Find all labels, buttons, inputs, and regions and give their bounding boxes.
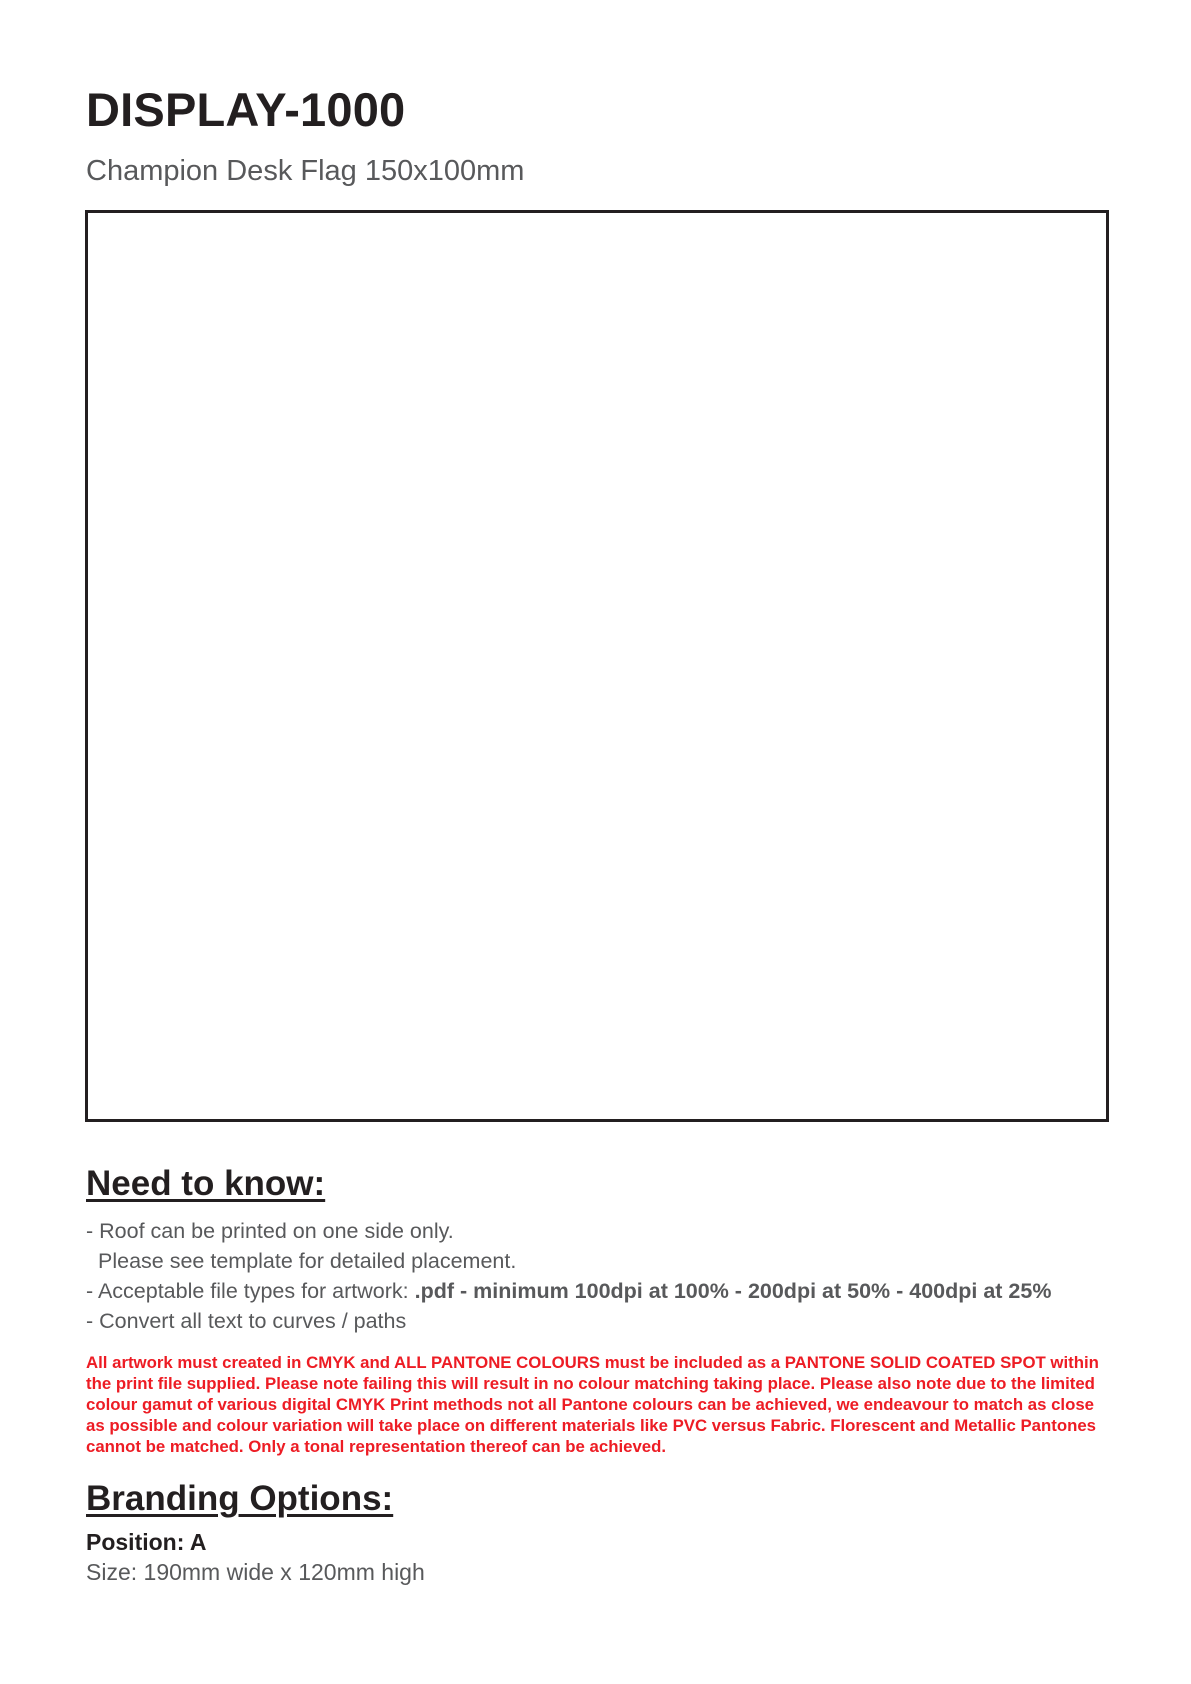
product-code: DISPLAY-1000 [86,83,406,136]
note-file-types [86,1276,1051,1306]
branding-size: Size: 190mm wide x 120mm high [86,1559,425,1585]
branding-options-heading: Branding Options: [86,1479,394,1518]
branding-position: Position: A [86,1529,207,1555]
artwork-template-frame [85,210,1109,1122]
need-to-know-list [86,1216,1051,1336]
note-convert-text: - Convert all text to curves / paths [86,1309,407,1333]
note-print-side: - Roof can be printed on one side only. [86,1219,454,1243]
note-file-types-spec: .pdf - minimum 100dpi at 100% - 200dpi at 50% - 400dpi at 25% [414,1279,1052,1303]
colour-warning: All artwork must created in CMYK and ALL PANTONE COLOURS must be included as a PANTONE SOLID COATED SPOT within the print file supplied. Please note failing this will result in no colour matching taking place. Please also note due to the limited colour gamut of various digital CMYK Print methods not all Pantone colours can be achieved, we endeavour to match as close as possible and colour variation will take place on different materials like PVC versus Fabric. Florescent and Metallic Pantones cannot be matched. Only a tonal representation thereof can be achieved. [86,1353,1099,1456]
product-name: Champion Desk Flag 150x100mm [86,155,525,187]
note-file-types-label: - Acceptable file types for artwork: [86,1279,415,1303]
need-to-know-heading: Need to know: [86,1164,326,1203]
note-template-placement: Please see template for detailed placement. [98,1249,517,1273]
